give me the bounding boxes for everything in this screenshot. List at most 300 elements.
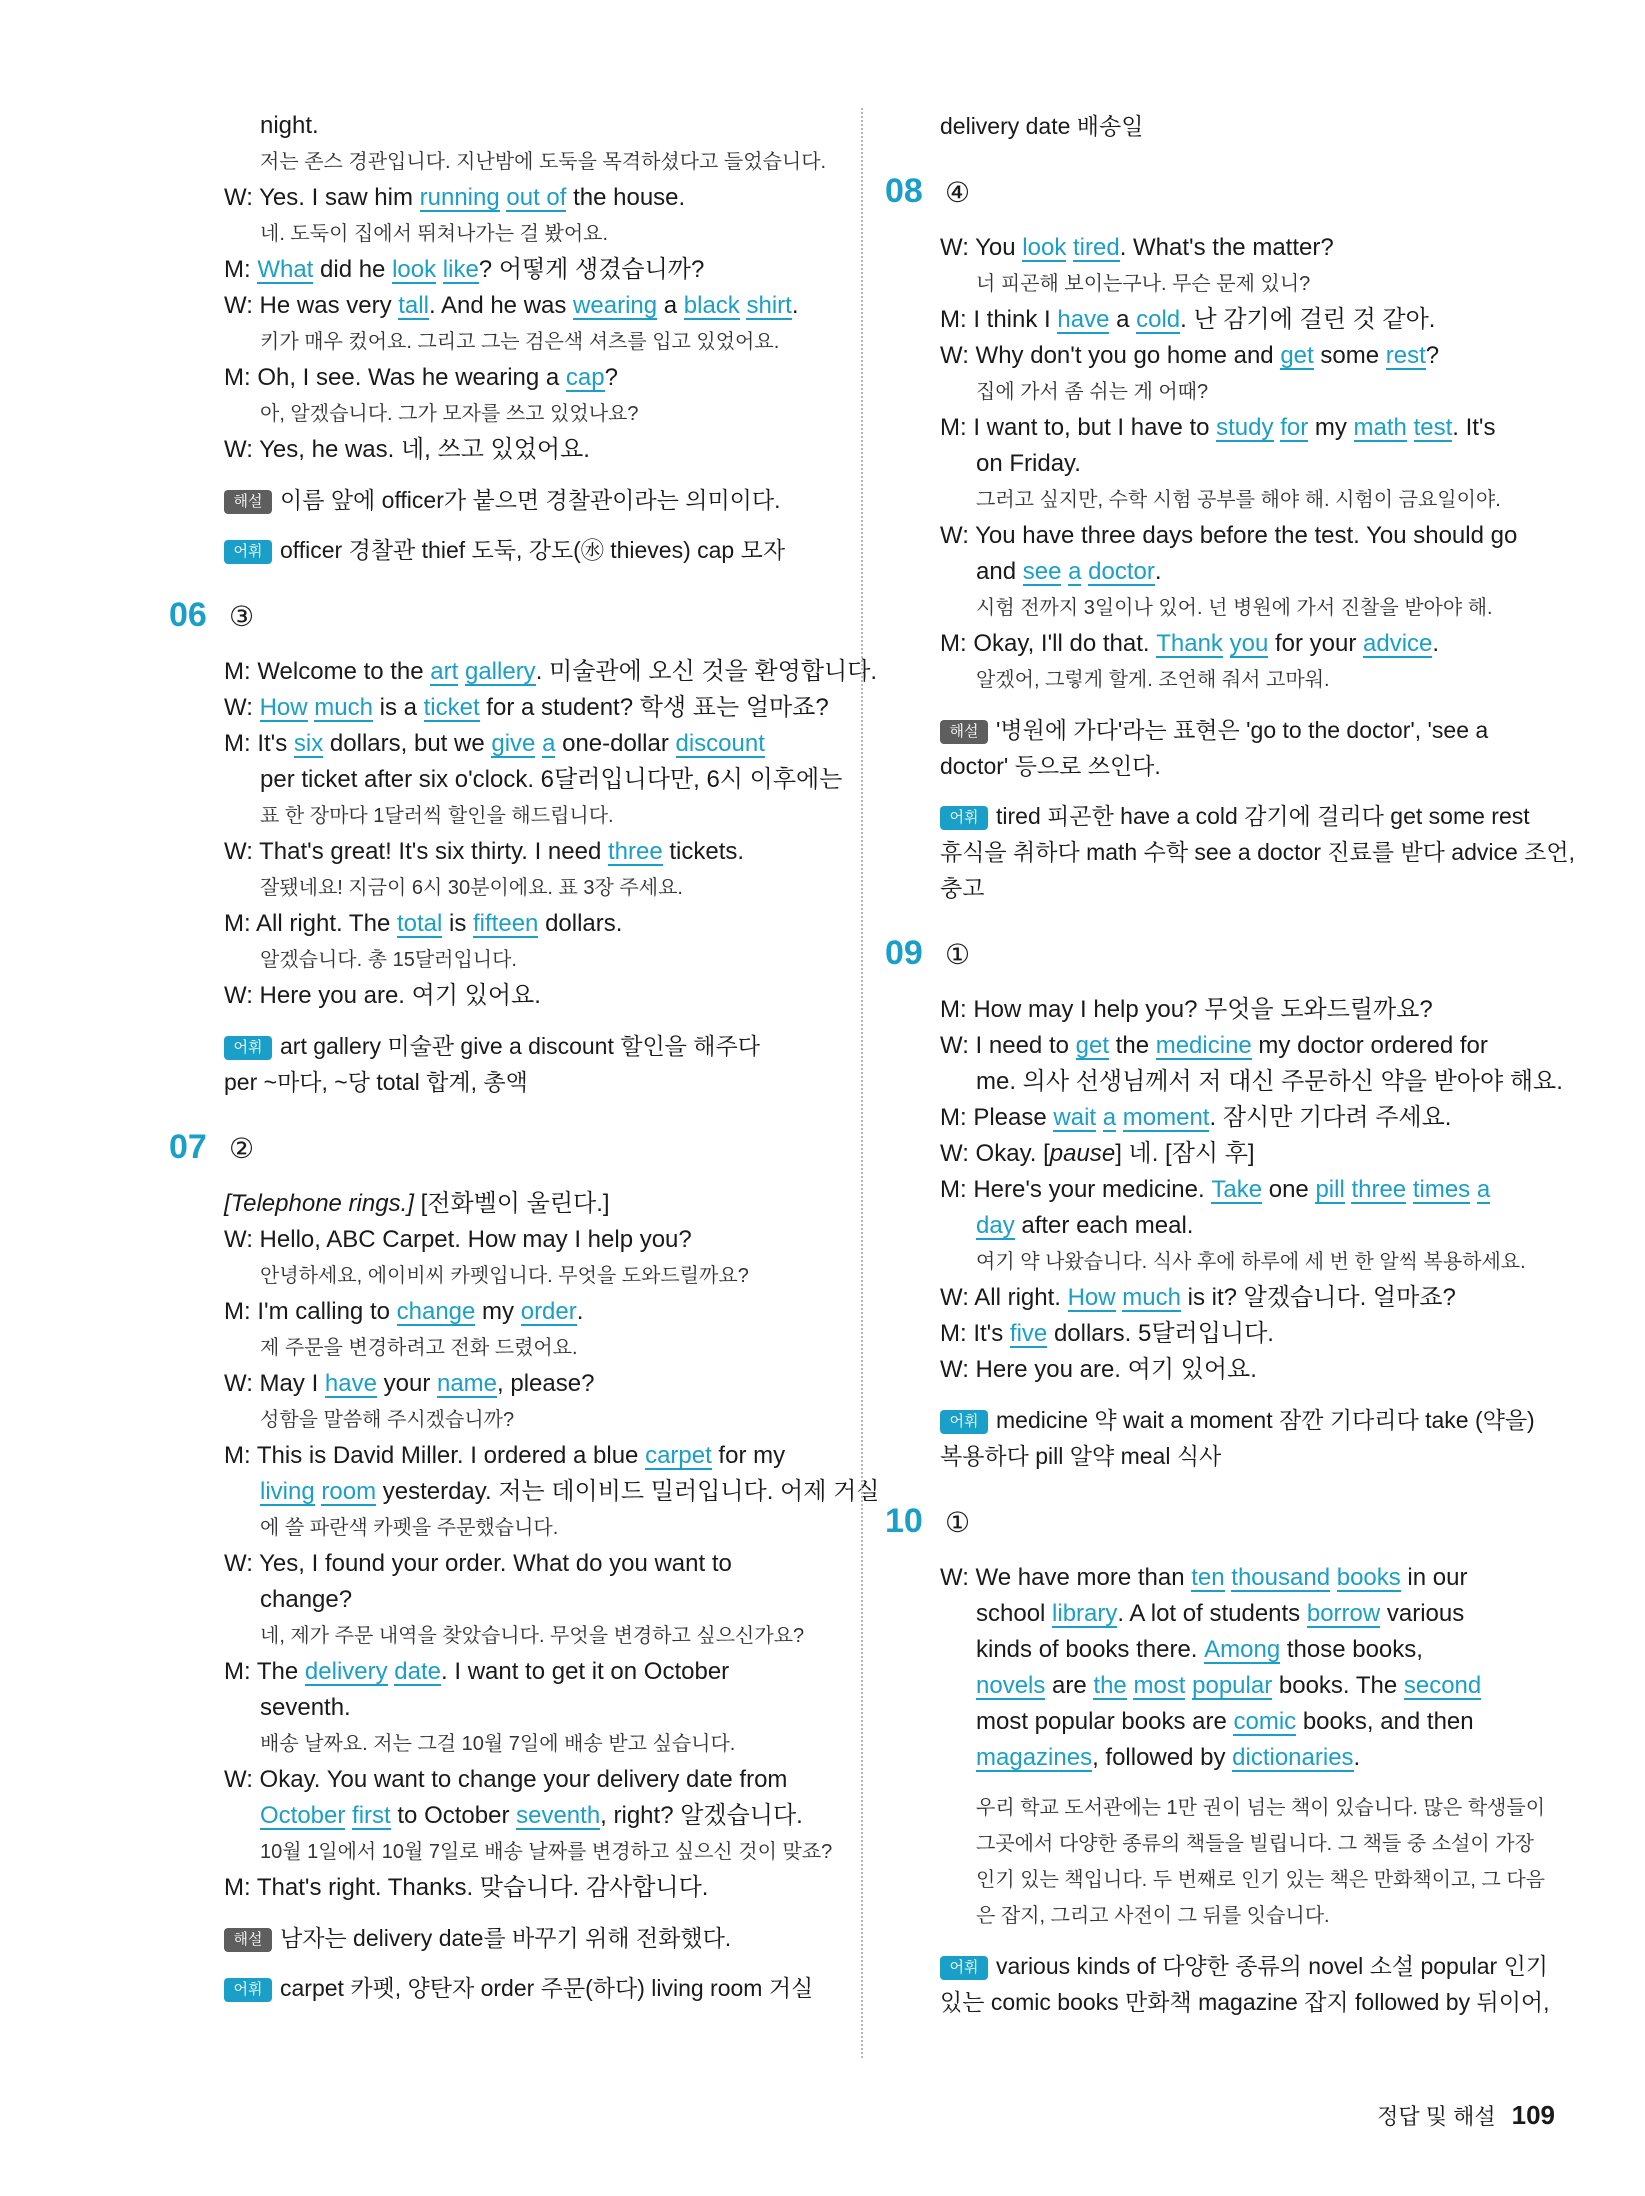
text-run: ] 네. [잠시 후] — [1115, 1140, 1255, 1167]
answer-blank: running — [419, 184, 500, 211]
dialogue-line — [224, 906, 834, 942]
text-run — [1406, 1176, 1413, 1203]
answer-blank: look — [1022, 234, 1067, 261]
vocabulary-badge: 어휘 — [940, 806, 988, 830]
text-run: M: This is David Miller. I ordered a blue — [224, 1442, 646, 1469]
answer-blank: for — [1280, 414, 1309, 441]
page-footer — [1377, 2100, 1555, 2131]
text-run: M: All right. The — [224, 910, 397, 937]
dialogue-line — [940, 1352, 1555, 1388]
dialogue-line — [224, 654, 878, 690]
text-run — [1407, 414, 1414, 441]
text-run: 있는 comic books 만화책 magazine 잡지 followed by 뒤이어, — [940, 1989, 1550, 2015]
text-run: is a — [372, 694, 424, 721]
text-run — [1096, 1104, 1103, 1131]
answer-blank: gallery — [464, 658, 536, 685]
vocabulary-note — [940, 1402, 1555, 1438]
translation-line: 시험 전까지 3일이나 있어. 넌 병원에 가서 진찰을 받아야 해. — [976, 597, 1493, 619]
text-run: W: May I — [224, 1370, 325, 1397]
dialogue-line — [940, 554, 1555, 590]
text-run: W: Yes, I found your order. What do you want to — [224, 1550, 732, 1577]
answer-blank: seventh — [516, 1802, 601, 1829]
dialogue-line — [940, 1100, 1555, 1136]
answer-blank: math — [1353, 414, 1407, 441]
spacer — [224, 1906, 834, 1920]
text-run: W: Yes. I saw him — [224, 184, 420, 211]
text-run: school — [976, 1600, 1053, 1627]
answer-blank: a — [1068, 558, 1082, 585]
vocabulary-note — [224, 1970, 834, 2006]
text-run: for your — [1268, 630, 1363, 657]
question-answer: ② — [229, 1133, 255, 1164]
dialogue-line — [224, 252, 834, 288]
dialogue-line — [940, 1316, 1555, 1352]
vocabulary-note — [940, 834, 1575, 870]
text-run: . 난 감기에 걸린 것 같아. — [1180, 306, 1436, 333]
text-run: , followed by — [1092, 1744, 1233, 1771]
text-run: change? — [260, 1586, 353, 1613]
explanation-note — [224, 1920, 834, 1956]
dialogue-line — [224, 1798, 834, 1834]
answer-blank: get — [1280, 342, 1314, 369]
answer-blank: five — [1009, 1320, 1048, 1347]
text-run: M: I think I — [940, 306, 1058, 333]
answer-blank: see — [1022, 558, 1062, 585]
text-run: kinds of books there. — [976, 1636, 1205, 1663]
answer-blank: magazines — [976, 1744, 1093, 1771]
answer-blank: popular — [1192, 1672, 1273, 1699]
dialogue-line — [940, 230, 1555, 266]
text-run: . What's the matter? — [1119, 234, 1334, 261]
dialogue-line — [940, 1740, 1555, 1776]
text-run: . It's — [1452, 414, 1496, 441]
dialogue-line — [940, 1136, 1555, 1172]
text-run: . — [791, 292, 799, 319]
answer-blank: name — [436, 1370, 498, 1397]
translation-line: 네. 도둑이 집에서 뛰쳐나가는 걸 봤어요. — [260, 223, 609, 245]
dialogue-line — [224, 978, 834, 1014]
left-column — [169, 108, 880, 2006]
text-run — [1330, 1564, 1337, 1591]
translation-line: 성함을 말씀해 주시겠습니까? — [260, 1409, 515, 1431]
dialogue-line — [940, 1028, 1555, 1064]
text-run — [1345, 1176, 1352, 1203]
text-run — [1225, 1564, 1232, 1591]
text-run: per ticket after six o'clock. 6달러입니다만, 6시 이후에는 — [260, 766, 843, 793]
spacer — [224, 518, 834, 532]
text-run: M: The — [224, 1658, 305, 1685]
text-run: my doctor ordered for — [1251, 1032, 1488, 1059]
text-run: M: It's — [940, 1320, 1010, 1347]
text-run: W: You — [940, 234, 1023, 261]
answer-blank: living — [260, 1478, 315, 1505]
translation-line: 표 한 장마다 1달러씩 할인을 해드립니다. — [260, 805, 614, 827]
question-answer: ① — [945, 1507, 971, 1538]
translation-line: 10월 1일에서 10월 7일로 배송 날짜를 변경하고 싶으신 것이 맞죠? — [260, 1841, 833, 1863]
dialogue-line — [224, 1870, 834, 1906]
text-run — [1061, 558, 1068, 585]
answer-blank: have — [324, 1370, 377, 1397]
text-run — [500, 184, 507, 211]
stage-direction: pause — [1049, 1140, 1116, 1167]
translation-line: 아, 알겠습니다. 그가 모자를 쓰고 있었나요? — [260, 403, 639, 425]
spacer — [224, 1014, 834, 1028]
dialogue-line — [940, 302, 1555, 338]
answer-blank: second — [1403, 1672, 1482, 1699]
dialogue-line — [940, 518, 1555, 554]
text-run — [308, 694, 315, 721]
answer-blank: books — [1336, 1564, 1401, 1591]
answer-blank: day — [976, 1212, 1015, 1239]
answer-blank: cold — [1136, 306, 1181, 333]
translation-line: 우리 학교 도서관에는 1만 권이 넘는 책이 있습니다. 많은 학생들이 — [976, 1797, 1546, 1819]
answer-blank: test — [1413, 414, 1453, 441]
answer-blank: like — [442, 256, 479, 283]
spacer — [940, 698, 1555, 712]
question-header — [169, 586, 834, 646]
answer-blank: first — [352, 1802, 391, 1829]
translation-line: 배송 날짜요. 저는 그걸 10월 7일에 배송 받고 싶습니다. — [260, 1733, 736, 1755]
dialogue-line — [940, 992, 1555, 1028]
answer-blank: the — [1093, 1672, 1127, 1699]
footer-label: 정답 및 해설 — [1377, 2104, 1496, 2129]
text-run: W: Why don't you go home and — [940, 342, 1281, 369]
question-number: 10 — [885, 1502, 923, 1540]
text-run — [458, 658, 465, 685]
answer-blank: shirt — [746, 292, 792, 319]
text-run — [1081, 558, 1088, 585]
answer-blank: art — [430, 658, 459, 685]
question-number: 06 — [169, 596, 207, 634]
dialogue-line — [224, 1582, 834, 1618]
answer-blank: most — [1133, 1672, 1186, 1699]
translation-line: 키가 매우 컸어요. 그리고 그는 검은색 셔츠를 입고 있었어요. — [260, 331, 780, 353]
dialogue-line — [224, 690, 834, 726]
answer-blank: study — [1216, 414, 1274, 441]
text-run: M: How may I help you? 무엇을 도와드릴까요? — [940, 996, 1433, 1023]
text-run: doctor' 등으로 쓰인다. — [940, 753, 1161, 779]
question-number: 09 — [885, 934, 923, 972]
text-run — [388, 1658, 395, 1685]
answer-blank: borrow — [1306, 1600, 1381, 1627]
text-run: . — [1432, 630, 1440, 657]
text-run: books. The — [1272, 1672, 1404, 1699]
translation-line: 네, 제가 주문 내역을 찾았습니다. 무엇을 변경하고 싶으신가요? — [260, 1625, 805, 1647]
answer-blank: six — [293, 730, 324, 757]
dialogue-line — [940, 1704, 1555, 1740]
text-run: dollars, but we — [323, 730, 492, 757]
text-run: 충고 — [940, 875, 985, 901]
answer-blank: dictionaries — [1232, 1744, 1354, 1771]
answer-blank: Among — [1204, 1636, 1281, 1663]
answer-blank: What — [257, 256, 314, 283]
text-run: to October — [390, 1802, 517, 1829]
answer-blank: out of — [506, 184, 567, 211]
answer-blank: get — [1075, 1032, 1110, 1059]
answer-blank: give — [491, 730, 536, 757]
text-run: and — [976, 558, 1023, 585]
answer-blank: three — [1351, 1176, 1407, 1203]
answer-blank: advice — [1363, 630, 1433, 657]
text-run: me. 의사 선생님께서 저 대신 주문하신 약을 받아야 해요. — [976, 1068, 1563, 1095]
text-run: W: Hello, ABC Carpet. How may I help you? — [224, 1226, 692, 1253]
answer-blank: tired — [1073, 234, 1120, 261]
text-run: carpet 카펫, 양탄자 order 주문(하다) living room 거실 — [280, 1975, 814, 2001]
text-run: W: Okay. [ — [940, 1140, 1050, 1167]
translation-line: 저는 존스 경관입니다. 지난밤에 도둑을 목격하셨다고 들었습니다. — [260, 151, 827, 173]
text-run — [436, 256, 443, 283]
vocabulary-badge: 어휘 — [940, 1410, 988, 1434]
answer-blank: date — [394, 1658, 442, 1685]
text-run: one-dollar — [555, 730, 676, 757]
dialogue-line — [224, 1438, 834, 1474]
answer-blank: total — [396, 910, 443, 937]
text-run: 이름 앞에 officer가 붙으면 경찰관이라는 의미이다. — [280, 487, 781, 513]
answer-blank: October — [260, 1802, 346, 1829]
question-header — [885, 162, 1555, 222]
spacer — [940, 784, 1555, 798]
text-run: M: It's — [224, 730, 294, 757]
dialogue-line — [224, 762, 843, 798]
answer-blank: times — [1412, 1176, 1471, 1203]
vocabulary-note — [940, 748, 1555, 784]
text-run: a — [1109, 306, 1137, 333]
question-header — [885, 924, 1555, 984]
answer-blank: tall — [398, 292, 429, 319]
text-run: most popular books are — [976, 1708, 1234, 1735]
text-run: the — [1109, 1032, 1156, 1059]
dialogue-line — [224, 1546, 834, 1582]
answer-blank: much — [1122, 1284, 1181, 1311]
text-run — [1470, 1176, 1477, 1203]
text-run: tired 피곤한 have a cold 감기에 걸리다 get some rest — [996, 803, 1530, 829]
text-run: W: All right. — [940, 1284, 1068, 1311]
text-run: W: He was very — [224, 292, 399, 319]
text-run: is it? 알겠습니다. 얼마죠? — [1180, 1284, 1456, 1311]
text-run: on Friday. — [976, 450, 1081, 477]
spacer — [224, 468, 834, 482]
translation-line: 여기 약 나왔습니다. 식사 후에 하루에 세 번 한 알씩 복용하세요. — [976, 1251, 1526, 1273]
dialogue-line — [940, 1560, 1555, 1596]
explanation-note — [940, 712, 1555, 748]
vocabulary-note — [940, 108, 1555, 144]
text-run: 남자는 delivery date를 바꾸기 위해 전화했다. — [280, 1925, 732, 1951]
text-run: for a student? 학생 표는 얼마죠? — [479, 694, 829, 721]
answer-blank: a — [1102, 1104, 1117, 1131]
answer-blank: much — [314, 694, 373, 721]
answer-blank: Thank — [1156, 630, 1223, 657]
vocabulary-badge: 어휘 — [940, 1956, 988, 1980]
spacer — [940, 1388, 1555, 1402]
text-run: . 잠시만 기다려 주세요. — [1209, 1104, 1452, 1131]
translation-line: 너 피곤해 보이는구나. 무슨 문제 있니? — [976, 273, 1311, 295]
dialogue-line — [940, 1668, 1555, 1704]
text-run: 휴식을 취하다 math 수학 see a doctor 진료를 받다 advice 조언, — [940, 839, 1575, 865]
text-run: art gallery 미술관 give a discount 할인을 해주다 — [280, 1033, 760, 1059]
explanation-badge: 해설 — [224, 490, 272, 514]
text-run — [535, 730, 542, 757]
text-run: a — [657, 292, 684, 319]
dialogue-line — [940, 1064, 1563, 1100]
answer-blank: moment — [1122, 1104, 1210, 1131]
dialogue-line — [940, 1632, 1555, 1668]
answer-blank: have — [1057, 306, 1110, 333]
answer-blank: How — [1067, 1284, 1116, 1311]
text-run: W: Here you are. 여기 있어요. — [224, 982, 541, 1009]
text-run: . 미술관에 오신 것을 환영합니다. — [535, 658, 878, 685]
spacer — [940, 1934, 1555, 1948]
text-run: M: Welcome to the — [224, 658, 431, 685]
text-run: M: Here's your medicine. — [940, 1176, 1212, 1203]
vocabulary-badge: 어휘 — [224, 540, 272, 564]
dialogue-line — [940, 1172, 1555, 1208]
text-run: my — [1308, 414, 1354, 441]
question-number: 07 — [169, 1128, 207, 1166]
answer-blank: ticket — [423, 694, 480, 721]
text-run: after each meal. — [1014, 1212, 1194, 1239]
text-run — [345, 1802, 352, 1829]
answer-blank: library — [1052, 1600, 1118, 1627]
translation-line: 그러고 싶지만, 수학 시험 공부를 해야 해. 시험이 금요일이야. — [976, 489, 1501, 511]
vocabulary-note — [940, 1984, 1555, 2020]
answer-blank: rest — [1385, 342, 1426, 369]
text-run: . I want to get it on October — [441, 1658, 730, 1685]
text-run: various — [1380, 1600, 1465, 1627]
text-run: M: — [224, 256, 258, 283]
text-run: tickets. — [662, 838, 745, 865]
text-run: . And he was — [428, 292, 574, 319]
translation-line: 은 잡지, 그리고 사전이 그 뒤를 잇습니다. — [976, 1905, 1330, 1927]
vocabulary-note — [940, 798, 1555, 834]
answer-blank: look — [392, 256, 437, 283]
text-run: various kinds of 다양한 종류의 novel 소설 popular 인기 — [996, 1953, 1549, 1979]
translation-line: 그곳에서 다양한 종류의 책들을 빌립니다. 그 책들 중 소설이 가장 — [976, 1833, 1534, 1855]
translation-line: 인기 있는 책입니다. 두 번째로 인기 있는 책은 만화책이고, 그 다음 — [976, 1869, 1545, 1891]
dialogue-line — [940, 410, 1555, 446]
text-run — [1127, 1672, 1134, 1699]
page-number: 109 — [1511, 2100, 1555, 2130]
answer-blank: thousand — [1231, 1564, 1331, 1591]
answer-blank: change — [396, 1298, 476, 1325]
translation-line: 잘됐네요! 지금이 6시 30분이에요. 표 3장 주세요. — [260, 877, 683, 899]
dialogue-line — [224, 726, 834, 762]
text-run: is — [442, 910, 474, 937]
vocabulary-badge: 어휘 — [224, 1978, 272, 2002]
dialogue-line — [224, 1654, 834, 1690]
answer-blank: discount — [675, 730, 765, 757]
vocabulary-note — [224, 1028, 834, 1064]
dialogue-line — [224, 1366, 834, 1402]
answer-blank: novels — [976, 1672, 1046, 1699]
text-run: seventh. — [260, 1694, 351, 1721]
vocabulary-note — [224, 532, 834, 568]
text-run: per ~마다, ~당 total 합계, 총액 — [224, 1069, 528, 1095]
text-run: M: Oh, I see. Was he wearing a — [224, 364, 566, 391]
answer-blank: Take — [1211, 1176, 1263, 1203]
column-divider — [861, 108, 863, 2058]
explanation-badge: 해설 — [940, 720, 988, 744]
dialogue-line — [940, 1280, 1555, 1316]
text-run: M: Okay, I'll do that. — [940, 630, 1157, 657]
answer-blank: a — [542, 730, 556, 757]
text-run — [1185, 1672, 1192, 1699]
text-run: ? — [1425, 342, 1440, 369]
answer-blank: black — [683, 292, 740, 319]
text-run: officer 경찰관 thief 도둑, 강도(㊌ thieves) cap 모자 — [280, 537, 786, 563]
text-run: night. — [260, 112, 319, 139]
text-run: are — [1045, 1672, 1094, 1699]
text-run: books, and then — [1296, 1708, 1474, 1735]
text-run: M: That's right. Thanks. 맞습니다. 감사합니다. — [224, 1874, 709, 1901]
text-run: ? — [604, 364, 618, 391]
text-run: in our — [1400, 1564, 1468, 1591]
explanation-note — [224, 482, 834, 518]
translation-line: 안녕하세요, 에이비씨 카펫입니다. 무엇을 도와드릴까요? — [260, 1265, 749, 1287]
answer-blank: How — [259, 694, 308, 721]
text-run: W: — [224, 694, 260, 721]
translation-line: 알겠습니다. 총 15달러입니다. — [260, 949, 517, 971]
answer-blank: three — [607, 838, 663, 865]
text-run: , right? 알겠습니다. — [600, 1802, 803, 1829]
spacer — [224, 1956, 834, 1970]
text-run: delivery date 배송일 — [940, 113, 1144, 139]
text-run: dollars. — [538, 910, 623, 937]
question-header — [169, 1118, 834, 1178]
text-run: W: Okay. You want to change your delivery date from — [224, 1766, 788, 1793]
question-answer: ① — [945, 939, 971, 970]
text-run: dollars. 5달러입니다. — [1047, 1320, 1274, 1347]
dialogue-line — [224, 108, 834, 144]
text-run: M: I want to, but I have to — [940, 414, 1217, 441]
text-run — [1223, 630, 1230, 657]
text-run: '병원에 가다'라는 표현은 'go to the doctor', 'see a — [996, 717, 1489, 743]
text-run — [315, 1478, 322, 1505]
dialogue-line — [224, 1762, 834, 1798]
text-run: M: I'm calling to — [224, 1298, 397, 1325]
text-run: yesterday. 저는 데이비드 밀러입니다. 어제 거실 — [376, 1478, 880, 1505]
dialogue-line — [940, 338, 1555, 374]
vocabulary-note — [224, 1064, 834, 1100]
answer-blank: comic — [1233, 1708, 1297, 1735]
answer-blank: medicine — [1155, 1032, 1252, 1059]
text-run: W: We have more than — [940, 1564, 1192, 1591]
text-run: my — [475, 1298, 521, 1325]
text-run: W: I need to — [940, 1032, 1076, 1059]
dialogue-line — [224, 1474, 880, 1510]
text-run: W: Yes, he was. 네, 쓰고 있었어요. — [224, 436, 590, 463]
text-run: W: That's great! It's six thirty. I need — [224, 838, 608, 865]
vocabulary-badge: 어휘 — [224, 1036, 272, 1060]
text-run: W: Here you are. 여기 있어요. — [940, 1356, 1257, 1383]
text-run — [740, 292, 747, 319]
explanation-badge: 해설 — [224, 1928, 272, 1952]
answer-blank: order — [520, 1298, 577, 1325]
answer-blank: ten — [1191, 1564, 1225, 1591]
translation-line: 집에 가서 좀 쉬는 게 어때? — [976, 381, 1209, 403]
text-run: W: You have three days before the test. You should go — [940, 522, 1518, 549]
text-run: medicine 약 wait a moment 잠깐 기다리다 take (약을) — [996, 1407, 1535, 1433]
text-run: ? 어떻게 생겼습니까? — [478, 256, 705, 283]
answer-blank: carpet — [645, 1442, 712, 1469]
question-header — [885, 1492, 1555, 1552]
text-run: , please? — [497, 1370, 595, 1397]
dialogue-line — [940, 626, 1555, 662]
question-answer: ③ — [229, 601, 255, 632]
dialogue-line — [224, 1222, 834, 1258]
answer-blank: room — [321, 1478, 377, 1505]
text-run: did he — [313, 256, 393, 283]
dialogue-line — [940, 446, 1555, 482]
